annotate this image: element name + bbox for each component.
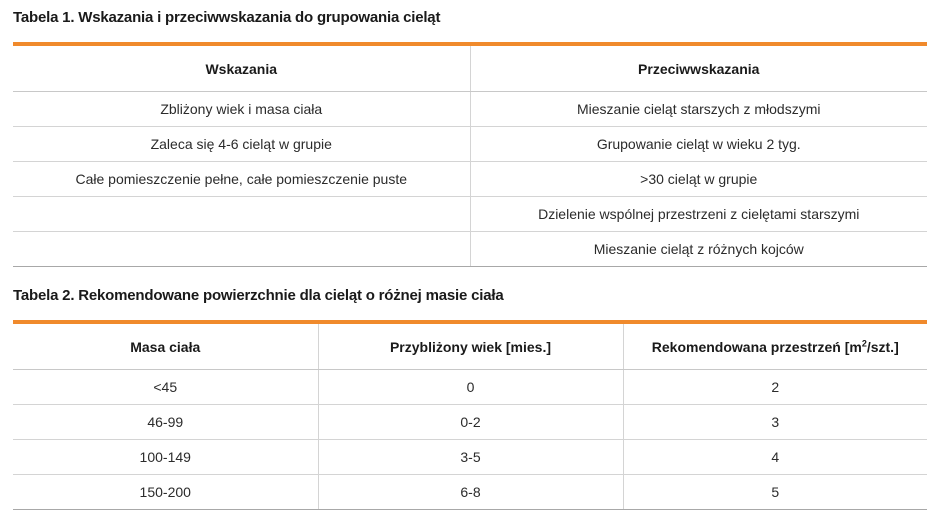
contraindication-cell: Mieszanie cieląt starszych z młodszymi: [470, 92, 927, 127]
indication-cell: Zbliżony wiek i masa ciała: [13, 92, 470, 127]
table-row: [13, 232, 927, 267]
space-cell: 5: [623, 475, 927, 510]
header-contraindications: Przeciwwskazania: [470, 44, 927, 92]
header-space-superscript: 2: [861, 337, 867, 348]
space-cell: 3: [623, 405, 927, 440]
header-space-text: Rekomendowana przestrzeń [m: [651, 338, 862, 355]
header-approx-age: Przybliżony wiek [mies.]: [318, 322, 623, 370]
contraindication-cell: Grupowanie cieląt w wieku 2 tyg.: [470, 127, 927, 162]
body-mass-cell: <45: [13, 370, 318, 405]
age-cell: 0-2: [318, 405, 623, 440]
table-row: [13, 475, 927, 510]
indications-table: [13, 42, 927, 267]
indication-cell: [13, 197, 470, 232]
table-row: [13, 197, 927, 232]
table-header-row: [13, 322, 927, 370]
table2-caption: Tabela 2. Rekomendowane powierzchnie dla cieląt o różnej masie ciała: [13, 287, 504, 304]
table-row: [13, 92, 927, 127]
table-row: [13, 370, 927, 405]
table-row: [13, 127, 927, 162]
age-cell: 3-5: [318, 440, 623, 475]
header-indications: Wskazania: [13, 44, 470, 92]
table-row: [13, 162, 927, 197]
space-cell: 4: [623, 440, 927, 475]
indication-cell: Całe pomieszczenie pełne, całe pomieszczenie puste: [13, 162, 470, 197]
body-mass-cell: 46-99: [13, 405, 318, 440]
indication-cell: Zaleca się 4-6 cieląt w grupie: [13, 127, 470, 162]
contraindication-cell: >30 cieląt w grupie: [470, 162, 927, 197]
space-recommendation-table: [13, 320, 927, 510]
indication-cell: [13, 232, 470, 267]
table1-caption: Tabela 1. Wskazania i przeciwwskazania do grupowania cieląt: [13, 9, 441, 26]
age-cell: 6-8: [318, 475, 623, 510]
contraindication-cell: Dzielenie wspólnej przestrzeni z cielętami starszymi: [470, 197, 927, 232]
table-row: [13, 405, 927, 440]
header-body-mass: Masa ciała: [13, 322, 318, 370]
age-cell: 0: [318, 370, 623, 405]
table-row: [13, 440, 927, 475]
body-mass-cell: 100-149: [13, 440, 318, 475]
contraindication-cell: Mieszanie cieląt z różnych kojców: [470, 232, 927, 267]
header-recommended-space: [623, 322, 927, 370]
space-cell: 2: [623, 370, 927, 405]
body-mass-cell: 150-200: [13, 475, 318, 510]
table-header-row: [13, 44, 927, 92]
header-space-unit: /szt.]: [866, 338, 899, 355]
